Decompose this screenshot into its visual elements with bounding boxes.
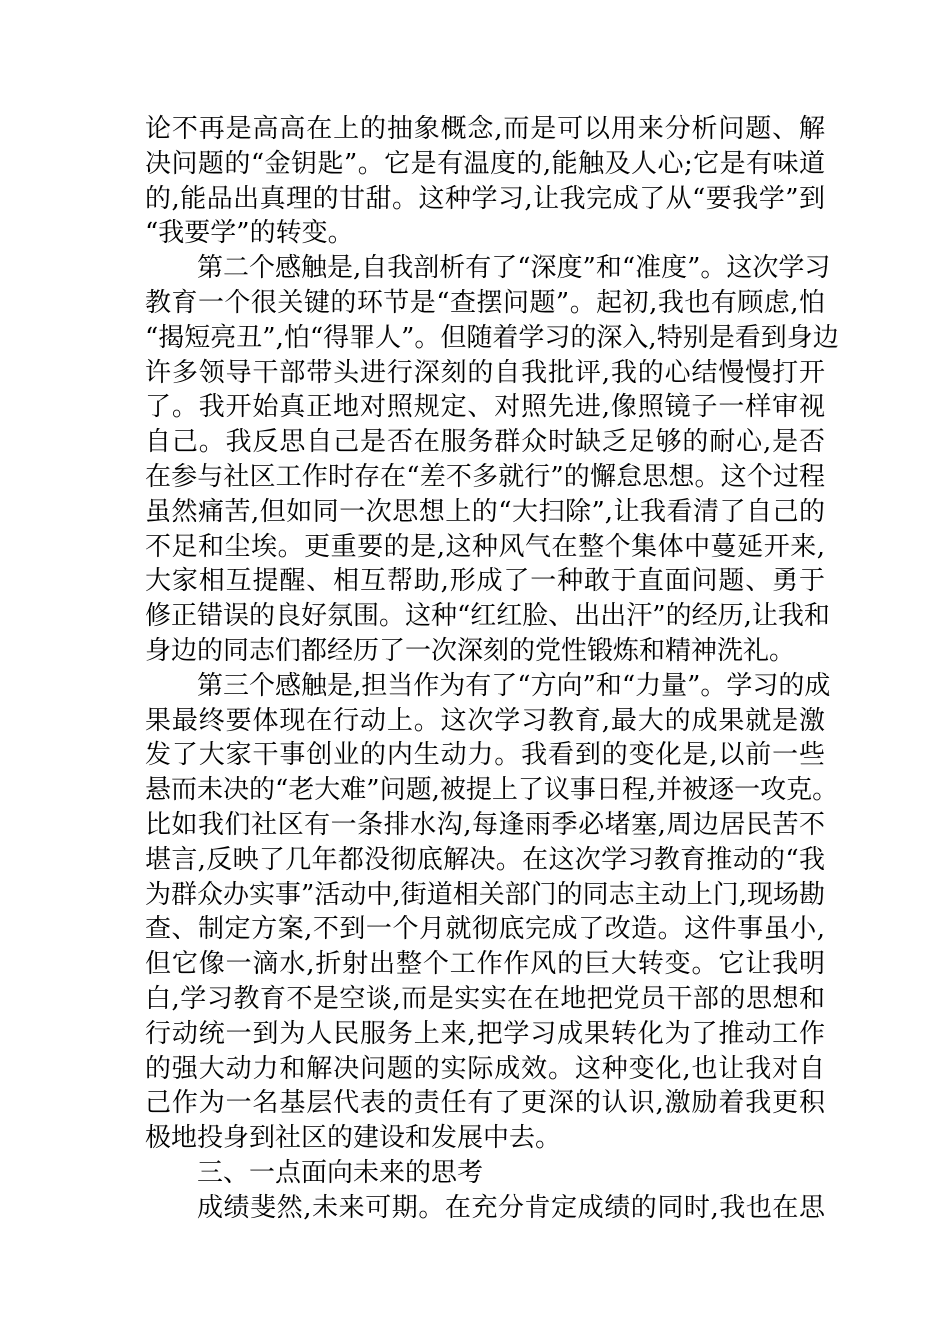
text-line: 行动统一到为人民服务上来,把学习成果转化为了推动工作 <box>145 1018 825 1049</box>
text-line: 为群众办实事”活动中,街道相关部门的同志主动上门,现场勘 <box>145 879 825 910</box>
text-line: 大家相互提醒、相互帮助,形成了一种敢于直面问题、勇于 <box>145 566 825 597</box>
text-line: 第二个感触是,自我剖析有了“深度”和“准度”。这次学习 <box>197 253 831 284</box>
text-line: 悬而未决的“老大难”问题,被提上了议事日程,并被逐一攻克。 <box>145 775 839 806</box>
text-line: 果最终要体现在行动上。这次学习教育,最大的成果就是激 <box>145 705 825 736</box>
text-line: 了。我开始真正地对照规定、对照先进,像照镜子一样审视 <box>145 392 825 423</box>
text-line: “我要学”的转变。 <box>145 218 354 249</box>
text-line: 自己。我反思自己是否在服务群众时缺乏足够的耐心,是否 <box>145 427 825 458</box>
text-line: “揭短亮丑”,怕“得罪人”。但随着学习的深入,特别是看到身边 <box>145 322 839 353</box>
text-line: 不足和尘埃。更重要的是,这种风气在整个集体中蔓延开来, <box>145 531 825 562</box>
text-line: 己作为一名基层代表的责任有了更深的认识,激励着我更积 <box>145 1088 825 1119</box>
text-line: 教育一个很关键的环节是“查摆问题”。起初,我也有顾虑,怕 <box>145 287 825 318</box>
text-line: 在参与社区工作时存在“差不多就行”的懈怠思想。这个过程 <box>145 461 825 492</box>
text-line: 比如我们社区有一条排水沟,每逢雨季必堵塞,周边居民苦不 <box>145 809 825 840</box>
text-line: 第三个感触是,担当作为有了“方向”和“力量”。学习的成 <box>197 670 831 701</box>
text-line: 许多领导干部带头进行深刻的自我批评,我的心结慢慢打开 <box>145 357 825 388</box>
text-line: 修正错误的良好氛围。这种“红红脸、出出汗”的经历,让我和 <box>145 601 830 632</box>
text-line: 三、一点面向未来的思考 <box>197 1157 484 1188</box>
text-line: 查、制定方案,不到一个月就彻底完成了改造。这件事虽小, <box>145 914 825 945</box>
text-line: 虽然痛苦,但如同一次思想上的“大扫除”,让我看清了自己的 <box>145 496 825 527</box>
text-line: 论不再是高高在上的抽象概念,而是可以用来分析问题、解 <box>145 114 825 144</box>
text-line: 成绩斐然,未来可期。在充分肯定成绩的同时,我也在思 <box>197 1192 825 1223</box>
body-text <box>145 112 839 1226</box>
text-line: 的强大动力和解决问题的实际成效。这种变化,也让我对自 <box>145 1053 825 1084</box>
text-line: 决问题的“金钥匙”。它是有温度的,能触及人心;它是有味道 <box>145 148 825 179</box>
text-line: 发了大家干事创业的内生动力。我看到的变化是,以前一些 <box>145 740 825 771</box>
text-line: 的,能品出真理的甘甜。这种学习,让我完成了从“要我学”到 <box>145 183 825 214</box>
text-line: 白,学习教育不是空谈,而是实实在在地把党员干部的思想和 <box>145 983 825 1014</box>
text-line: 身边的同志们都经历了一次深刻的党性锻炼和精神洗礼。 <box>145 635 796 666</box>
text-line: 堪言,反映了几年都没彻底解决。在这次学习教育推动的“我 <box>145 844 825 875</box>
text-line: 但它像一滴水,折射出整个工作作风的巨大转变。它让我明 <box>145 949 825 980</box>
text-line: 极地投身到社区的建设和发展中去。 <box>145 1123 562 1154</box>
